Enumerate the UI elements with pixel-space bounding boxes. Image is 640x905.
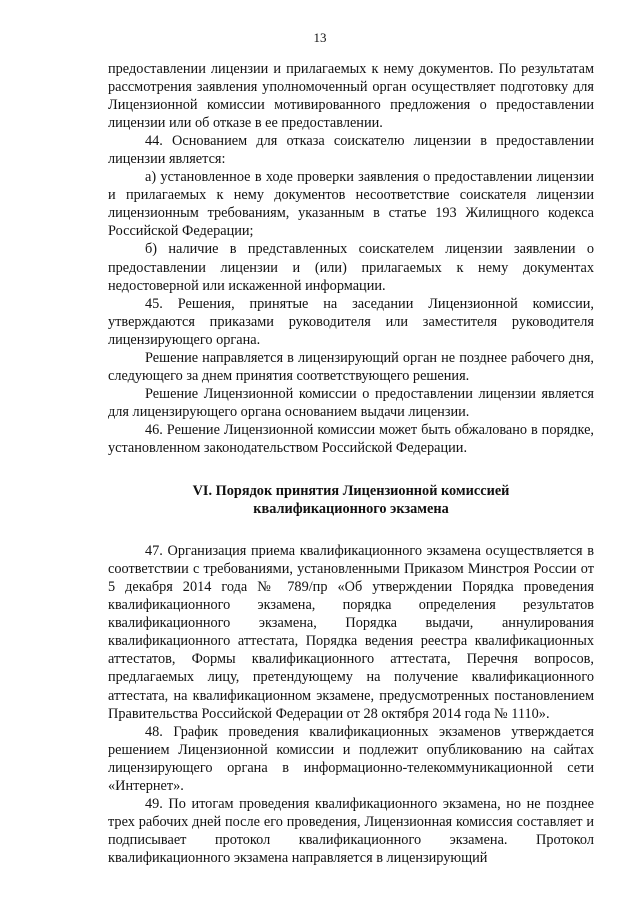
paragraph-46: 46. Решение Лицензионной комиссии может быть обжаловано в порядке, установленном законодательством Российской Федерации. <box>108 421 594 456</box>
paragraph-45: 45. Решения, принятые на заседании Лицензионной комиссии, утверждаются приказами руководителя или заместителя руководителя лицензирующего органа. <box>108 295 594 348</box>
paragraph-44-a: а) установленное в ходе проверки заявления о предоставлении лицензии и прилагаемых к нему документов несоответствие соискателя лицензии лицензионным требованиям, указанным в статье 193 Жилищного кодекса Российской Федерации; <box>108 169 594 240</box>
paragraph-44: 44. Основанием для отказа соискателю лицензии в предоставлении лицензии является: <box>108 133 594 168</box>
paragraph-continuation: предоставлении лицензии и прилагаемых к нему документов. По результатам рассмотрения заявления уполномоченный орган осуществляет подготовку для Лицензионной комиссии мотивированного предложения о предоставлении лицензии или об отказе в ее предоставлении. <box>108 61 594 132</box>
paragraph-45-decision-basis: Решение Лицензионной комиссии о предоставлении лицензии является для лицензирующего органа основанием выдачи лицензии. <box>108 385 594 420</box>
paragraph-49: 49. По итогам проведения квалификационного экзамена, но не позднее трех рабочих дней после его проведения, Лицензионная комиссия составляет и подписывает протокол квалификационного экзамена. Протокол квалификационного экзамена направляется в лицензирующий <box>108 795 594 866</box>
document-body <box>108 60 594 867</box>
paragraph-44-b: б) наличие в представленных соискателем лицензии заявлении о предоставлении лицензии и (или) прилагаемых к нему документах недостоверной или искаженной информации. <box>108 241 594 294</box>
section-heading-line-1: VI. Порядок принятия Лицензионной комиссией <box>192 483 510 500</box>
paragraph-45-decision-sent: Решение направляется в лицензирующий орган не позднее рабочего дня, следующего за днем принятия соответствующего решения. <box>108 349 594 384</box>
paragraph-48: 48. График проведения квалификационных экзаменов утверждается решением Лицензионной комиссии и подлежит опубликованию на сайтах лицензирующего органа в информационно-телекоммуникационной сети «Интернет». <box>108 723 594 794</box>
paragraph-47: 47. Организация приема квалификационного экзамена осуществляется в соответствии с требованиями, установленными Приказом Минстроя России от 5 декабря 2014 года № 789/пр «Об утверждении Порядка проведения квалификационного экзамена, порядка определения результатов квалификационного экзамена, Порядка выдачи, аннулирования квалификационного аттестата, Порядка ведения реестра квалификационных аттестатов, Формы квалификационного аттестата, Перечня вопросов, предлагаемых лицу, претендующему на получение квалификационного аттестата, на квалификационном экзамене, предусмотренных постановлением Правительства Российской Федерации от 28 октября 2014 года № 1110». <box>108 543 594 722</box>
page-number: 13 <box>313 30 327 45</box>
section-heading-line-2: квалификационного экзамена <box>253 501 449 518</box>
section-heading <box>108 482 594 518</box>
